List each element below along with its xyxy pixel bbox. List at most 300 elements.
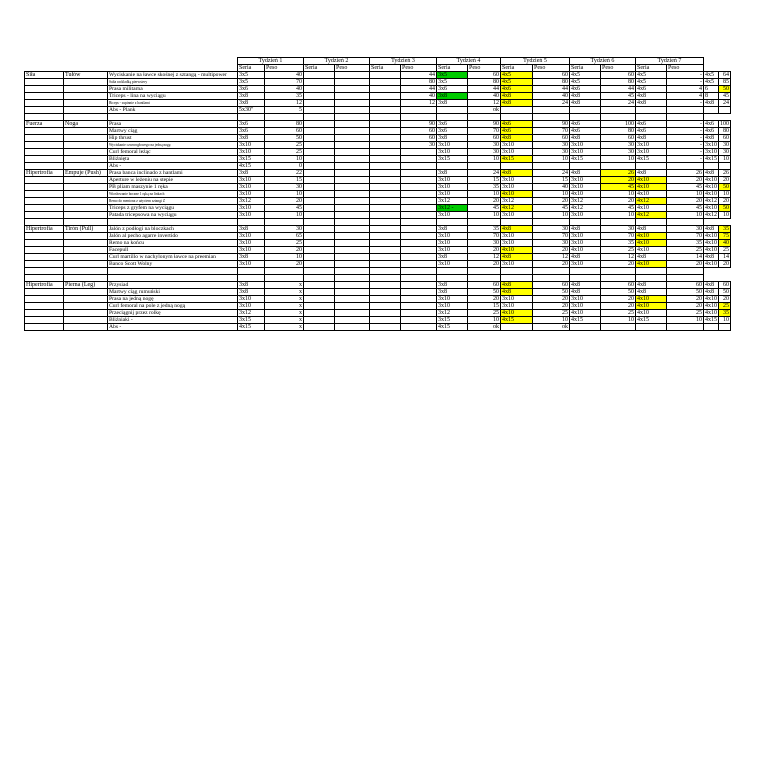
seria-cell[interactable]: 3x8 bbox=[238, 135, 265, 142]
seria-cell[interactable]: 4x6 bbox=[704, 128, 719, 135]
peso-cell[interactable]: 50 bbox=[265, 135, 304, 142]
peso-cell[interactable]: 30 bbox=[719, 142, 731, 149]
peso-cell[interactable]: 60 bbox=[265, 128, 304, 135]
empty-cell[interactable] bbox=[25, 114, 64, 121]
peso-cell[interactable]: 25 bbox=[265, 142, 304, 149]
peso-cell[interactable]: 10 bbox=[265, 212, 304, 219]
seria-cell[interactable]: 3x10 bbox=[501, 184, 533, 191]
seria-cell[interactable]: 3x10 bbox=[501, 212, 533, 219]
muscle-group-cell[interactable] bbox=[64, 310, 108, 317]
peso-cell[interactable]: 50 bbox=[667, 289, 704, 296]
peso-cell[interactable]: 80 bbox=[401, 79, 437, 86]
empty-cell[interactable] bbox=[437, 275, 468, 282]
peso-cell[interactable] bbox=[401, 198, 437, 205]
seria-cell[interactable]: 3x8 bbox=[238, 100, 265, 107]
seria-cell[interactable]: 4x10 bbox=[501, 310, 533, 317]
peso-cell[interactable]: 10 bbox=[667, 212, 704, 219]
seria-cell[interactable] bbox=[636, 324, 667, 331]
seria-cell[interactable]: 4x5 bbox=[501, 72, 533, 79]
empty-cell[interactable] bbox=[570, 219, 601, 226]
peso-cell[interactable]: 20 bbox=[719, 177, 731, 184]
seria-cell[interactable]: 4x10 bbox=[705, 184, 717, 190]
seria-cell[interactable]: 4x10 bbox=[636, 177, 667, 184]
empty-cell[interactable] bbox=[370, 275, 401, 282]
empty-cell[interactable] bbox=[533, 114, 570, 121]
peso-cell[interactable] bbox=[401, 191, 437, 198]
seria-cell[interactable]: 3x10 bbox=[437, 149, 468, 156]
seria-cell[interactable]: 3x10 bbox=[501, 233, 533, 240]
peso-cell[interactable]: ok bbox=[468, 107, 501, 114]
seria-cell[interactable] bbox=[636, 163, 667, 170]
peso-cell[interactable]: 50 bbox=[719, 289, 731, 296]
peso-cell[interactable]: 12 bbox=[265, 100, 304, 107]
peso-cell[interactable]: 24 bbox=[601, 100, 636, 107]
peso-cell[interactable] bbox=[401, 170, 437, 177]
seria-cell[interactable] bbox=[501, 163, 533, 170]
peso-cell[interactable]: 20 bbox=[667, 296, 704, 303]
peso-cell[interactable]: 50 bbox=[468, 289, 501, 296]
peso-cell[interactable]: 30 bbox=[401, 142, 437, 149]
peso-cell[interactable]: 40 bbox=[533, 184, 570, 191]
peso-cell[interactable] bbox=[401, 247, 437, 254]
seria-cell[interactable]: 3x12 bbox=[501, 198, 533, 205]
peso-cell[interactable] bbox=[719, 324, 731, 331]
seria-cell[interactable] bbox=[370, 289, 401, 296]
seria-cell[interactable]: 4x5 bbox=[636, 79, 667, 86]
seria-cell[interactable]: 4x8 bbox=[636, 170, 667, 177]
peso-cell[interactable] bbox=[335, 226, 370, 233]
seria-cell[interactable] bbox=[304, 121, 335, 128]
week-header[interactable]: Tydzień 7 bbox=[636, 58, 704, 65]
seria-cell[interactable] bbox=[304, 72, 335, 79]
seria-header[interactable]: Seria bbox=[238, 65, 265, 72]
seria-cell[interactable]: 4x10 bbox=[636, 184, 667, 191]
exercise-name-cell[interactable]: Patada tricepsowa na wyciągu bbox=[108, 212, 238, 219]
peso-header[interactable]: Peso bbox=[401, 65, 437, 72]
exercise-name-cell[interactable]: Jalón al pecho agarre invertido bbox=[108, 233, 238, 240]
seria-cell[interactable]: 4x8 bbox=[704, 135, 719, 142]
peso-cell[interactable]: 70 bbox=[601, 233, 636, 240]
category-cell[interactable] bbox=[25, 163, 64, 170]
category-cell[interactable]: Siła bbox=[25, 72, 64, 79]
seria-cell[interactable]: 8 bbox=[704, 93, 719, 100]
muscle-group-cell[interactable] bbox=[64, 191, 108, 198]
empty-cell[interactable] bbox=[370, 268, 401, 275]
seria-cell[interactable]: 3x10 bbox=[238, 177, 265, 184]
seria-cell[interactable] bbox=[304, 156, 335, 163]
peso-cell[interactable]: 26 bbox=[601, 170, 636, 177]
seria-cell[interactable]: 3x10 bbox=[437, 233, 468, 240]
peso-cell[interactable]: 60 bbox=[401, 128, 437, 135]
peso-cell[interactable]: 20 bbox=[468, 296, 501, 303]
seria-cell[interactable] bbox=[370, 317, 401, 324]
empty-cell[interactable] bbox=[238, 114, 265, 121]
seria-cell[interactable]: 3x8 bbox=[437, 93, 468, 100]
seria-cell[interactable]: 6 bbox=[704, 86, 719, 93]
peso-header[interactable]: Peso bbox=[667, 65, 704, 72]
peso-cell[interactable]: - bbox=[667, 128, 704, 135]
peso-cell[interactable]: 10 bbox=[533, 212, 570, 219]
seria-cell[interactable] bbox=[704, 107, 719, 114]
seria-cell[interactable]: 4x15 bbox=[437, 324, 468, 331]
peso-cell[interactable] bbox=[335, 128, 370, 135]
seria-cell[interactable]: 4x15 bbox=[636, 156, 667, 163]
seria-cell[interactable]: 3x10 bbox=[238, 149, 265, 156]
peso-cell[interactable]: 45 bbox=[533, 205, 570, 212]
peso-cell[interactable]: 20 bbox=[533, 303, 570, 310]
seria-cell[interactable]: 4x8 bbox=[636, 282, 667, 289]
seria-cell[interactable]: 3x15 bbox=[437, 156, 468, 163]
peso-cell[interactable]: 70 bbox=[468, 233, 501, 240]
peso-cell[interactable] bbox=[335, 107, 370, 114]
seria-header[interactable]: Seria bbox=[437, 65, 468, 72]
peso-cell[interactable]: 25 bbox=[601, 247, 636, 254]
peso-cell[interactable] bbox=[335, 142, 370, 149]
peso-cell[interactable] bbox=[335, 156, 370, 163]
peso-cell[interactable]: 24 bbox=[533, 100, 570, 107]
peso-cell[interactable]: 80 bbox=[468, 79, 501, 86]
seria-cell[interactable]: 3x10 bbox=[437, 240, 468, 247]
empty-cell[interactable] bbox=[265, 114, 304, 121]
empty-cell[interactable] bbox=[570, 275, 601, 282]
seria-cell[interactable] bbox=[370, 79, 401, 86]
peso-cell[interactable]: 60 bbox=[601, 282, 636, 289]
peso-cell[interactable]: 80 bbox=[265, 121, 304, 128]
seria-cell[interactable] bbox=[304, 254, 335, 261]
seria-cell[interactable]: 4x8 bbox=[704, 226, 719, 233]
exercise-name-cell[interactable]: Bliźnięta bbox=[108, 156, 238, 163]
seria-cell[interactable]: 3x10 bbox=[501, 296, 533, 303]
seria-cell[interactable]: 4x8 bbox=[636, 135, 667, 142]
seria-cell[interactable]: 4x8 bbox=[570, 170, 601, 177]
seria-cell[interactable]: 4x5 bbox=[570, 72, 601, 79]
peso-cell[interactable] bbox=[401, 310, 437, 317]
peso-cell[interactable]: 20 bbox=[265, 261, 304, 268]
seria-cell[interactable]: 3x10 bbox=[238, 261, 265, 268]
seria-cell[interactable]: 4x10 bbox=[570, 247, 601, 254]
peso-cell[interactable]: 25 bbox=[719, 247, 731, 254]
seria-cell[interactable] bbox=[304, 310, 335, 317]
peso-cell[interactable]: 90 bbox=[401, 121, 437, 128]
seria-cell[interactable]: 3x10 bbox=[570, 240, 601, 247]
peso-cell[interactable] bbox=[401, 324, 437, 331]
peso-cell[interactable]: 35 bbox=[468, 184, 501, 191]
peso-cell[interactable] bbox=[335, 177, 370, 184]
peso-cell[interactable]: 45 bbox=[265, 205, 304, 212]
seria-cell[interactable]: 4x10 bbox=[636, 296, 667, 303]
peso-cell[interactable]: 10 bbox=[601, 212, 636, 219]
peso-cell[interactable]: 60 bbox=[401, 135, 437, 142]
seria-cell[interactable]: 3x10 bbox=[570, 233, 601, 240]
category-cell[interactable]: Hipertrofia bbox=[25, 170, 64, 177]
seria-cell[interactable]: 4x10 bbox=[636, 233, 667, 240]
category-cell[interactable] bbox=[25, 289, 64, 296]
muscle-group-cell[interactable] bbox=[64, 79, 108, 86]
empty-cell[interactable] bbox=[238, 268, 265, 275]
peso-cell[interactable] bbox=[401, 233, 437, 240]
seria-cell[interactable] bbox=[304, 135, 335, 142]
peso-cell[interactable]: 10 bbox=[719, 156, 731, 163]
peso-cell[interactable] bbox=[401, 177, 437, 184]
peso-cell[interactable] bbox=[401, 107, 437, 114]
peso-cell[interactable]: 25 bbox=[533, 310, 570, 317]
seria-cell[interactable] bbox=[304, 184, 335, 191]
peso-cell[interactable]: 45 bbox=[667, 205, 704, 212]
empty-cell[interactable] bbox=[570, 268, 601, 275]
seria-cell[interactable]: 3x5 bbox=[437, 79, 468, 86]
seria-cell[interactable] bbox=[304, 205, 335, 212]
peso-cell[interactable]: 80 bbox=[601, 128, 636, 135]
peso-header[interactable]: Peso bbox=[533, 65, 570, 72]
seria-cell[interactable]: 3x10 bbox=[501, 142, 533, 149]
muscle-group-cell[interactable] bbox=[64, 212, 108, 219]
peso-cell[interactable] bbox=[335, 317, 370, 324]
seria-cell[interactable] bbox=[370, 184, 401, 191]
muscle-group-cell[interactable] bbox=[64, 142, 108, 149]
peso-header[interactable]: Peso bbox=[601, 65, 636, 72]
peso-cell[interactable]: 100 bbox=[601, 121, 636, 128]
peso-cell[interactable]: 65 bbox=[265, 233, 304, 240]
seria-cell[interactable]: 4x15 bbox=[636, 317, 667, 324]
peso-cell[interactable]: 20 bbox=[601, 303, 636, 310]
empty-cell[interactable] bbox=[468, 219, 501, 226]
empty-cell[interactable] bbox=[108, 275, 238, 282]
seria-cell[interactable] bbox=[370, 128, 401, 135]
seria-cell[interactable] bbox=[304, 317, 335, 324]
seria-cell[interactable]: 3x10 bbox=[238, 303, 265, 310]
seria-cell[interactable]: 3x10 bbox=[437, 184, 468, 191]
peso-cell[interactable]: 60 bbox=[533, 72, 570, 79]
peso-cell[interactable] bbox=[401, 212, 437, 219]
exercise-name-cell[interactable]: Przeciągnij przez rolkę bbox=[108, 310, 238, 317]
seria-cell[interactable] bbox=[370, 121, 401, 128]
empty-cell[interactable] bbox=[401, 219, 437, 226]
seria-cell[interactable]: 4x12 bbox=[705, 212, 717, 218]
seria-cell[interactable] bbox=[304, 93, 335, 100]
seria-cell[interactable] bbox=[370, 282, 401, 289]
peso-cell[interactable]: 10 bbox=[468, 156, 501, 163]
seria-cell[interactable]: 5x30" bbox=[238, 107, 265, 114]
seria-cell[interactable]: 3x10 bbox=[437, 142, 468, 149]
seria-cell[interactable]: 4x8 bbox=[704, 254, 719, 261]
empty-cell[interactable] bbox=[238, 275, 265, 282]
peso-cell[interactable]: 10 bbox=[667, 191, 704, 198]
peso-cell[interactable] bbox=[335, 254, 370, 261]
peso-cell[interactable]: 20 bbox=[719, 261, 731, 268]
seria-cell[interactable]: 4x8 bbox=[636, 100, 667, 107]
seria-cell[interactable] bbox=[370, 198, 401, 205]
peso-cell[interactable]: 10 bbox=[601, 191, 636, 198]
week-header[interactable]: Tydzień 6 bbox=[570, 58, 636, 65]
seria-cell[interactable] bbox=[370, 135, 401, 142]
empty-cell[interactable] bbox=[601, 114, 636, 121]
peso-cell[interactable]: 44 bbox=[468, 86, 501, 93]
seria-cell[interactable] bbox=[370, 93, 401, 100]
seria-cell[interactable]: 4x10 bbox=[705, 205, 717, 211]
peso-cell[interactable]: 60 bbox=[719, 282, 731, 289]
peso-cell[interactable]: 70 bbox=[265, 79, 304, 86]
exercise-name-cell[interactable]: Wiosłowanie boczne 1 ręką na linkach bbox=[108, 191, 238, 198]
peso-cell[interactable]: 50 bbox=[533, 289, 570, 296]
seria-cell[interactable]: 3x15 bbox=[238, 317, 265, 324]
seria-cell[interactable]: 3x8 bbox=[437, 170, 468, 177]
seria-cell[interactable]: 4x10 bbox=[636, 191, 667, 198]
exercise-name-cell[interactable]: Jalón z podłogi na bloczkach bbox=[108, 226, 238, 233]
category-cell[interactable] bbox=[25, 107, 64, 114]
peso-cell[interactable]: 5 bbox=[265, 107, 304, 114]
seria-cell[interactable] bbox=[304, 233, 335, 240]
peso-cell[interactable] bbox=[335, 296, 370, 303]
peso-cell[interactable]: 20 bbox=[468, 261, 501, 268]
seria-cell[interactable] bbox=[304, 107, 335, 114]
seria-cell[interactable] bbox=[370, 163, 401, 170]
seria-cell[interactable]: 3x8 bbox=[238, 93, 265, 100]
empty-cell[interactable] bbox=[335, 275, 370, 282]
empty-cell[interactable] bbox=[601, 219, 636, 226]
peso-cell[interactable]: x bbox=[265, 310, 304, 317]
seria-cell[interactable] bbox=[304, 86, 335, 93]
seria-cell[interactable]: 4x8 bbox=[570, 93, 601, 100]
muscle-group-cell[interactable] bbox=[64, 149, 108, 156]
empty-cell[interactable] bbox=[25, 219, 64, 226]
seria-cell[interactable] bbox=[370, 254, 401, 261]
peso-cell[interactable]: 44 bbox=[601, 86, 636, 93]
empty-cell[interactable] bbox=[501, 219, 533, 226]
seria-cell[interactable]: 4x10 bbox=[705, 240, 717, 246]
seria-cell[interactable]: 3x10 bbox=[238, 212, 265, 219]
peso-cell[interactable]: 20 bbox=[533, 296, 570, 303]
empty-cell[interactable] bbox=[238, 219, 265, 226]
peso-cell[interactable]: 20 bbox=[533, 261, 570, 268]
peso-cell[interactable]: 25 bbox=[468, 310, 501, 317]
category-cell[interactable]: Hipertrofia bbox=[25, 282, 64, 289]
peso-cell[interactable] bbox=[335, 191, 370, 198]
exercise-name-cell[interactable]: Hip thrust bbox=[108, 135, 238, 142]
seria-cell[interactable] bbox=[370, 100, 401, 107]
seria-cell[interactable]: 4x10 bbox=[636, 303, 667, 310]
peso-cell[interactable]: 70 bbox=[533, 128, 570, 135]
peso-cell[interactable]: 15 bbox=[468, 177, 501, 184]
peso-cell[interactable]: 20 bbox=[601, 296, 636, 303]
exercise-name-cell[interactable]: Abs - bbox=[108, 163, 238, 170]
seria-cell[interactable] bbox=[370, 247, 401, 254]
empty-cell[interactable] bbox=[468, 114, 501, 121]
seria-cell[interactable] bbox=[370, 156, 401, 163]
peso-cell[interactable]: 15 bbox=[265, 177, 304, 184]
peso-cell[interactable]: 70 bbox=[468, 128, 501, 135]
peso-cell[interactable] bbox=[401, 261, 437, 268]
peso-cell[interactable]: 44 bbox=[401, 86, 437, 93]
peso-cell[interactable]: x bbox=[265, 303, 304, 310]
category-cell[interactable] bbox=[25, 324, 64, 331]
exercise-name-cell[interactable]: Martwy ciąg bbox=[108, 128, 238, 135]
seria-cell[interactable]: 4x6 bbox=[501, 128, 533, 135]
peso-cell[interactable]: 10 bbox=[719, 212, 731, 219]
peso-cell[interactable]: 12 bbox=[601, 254, 636, 261]
peso-cell[interactable] bbox=[401, 240, 437, 247]
seria-cell[interactable]: 3x15 bbox=[437, 317, 468, 324]
category-cell[interactable] bbox=[25, 79, 64, 86]
peso-cell[interactable] bbox=[719, 107, 731, 114]
peso-cell[interactable]: 45 bbox=[468, 205, 501, 212]
muscle-group-cell[interactable] bbox=[64, 135, 108, 142]
peso-cell[interactable] bbox=[468, 163, 501, 170]
category-cell[interactable] bbox=[25, 93, 64, 100]
empty-cell[interactable] bbox=[25, 268, 64, 275]
seria-cell[interactable] bbox=[304, 303, 335, 310]
exercise-name-cell[interactable]: Prasa na jedną nogę bbox=[108, 296, 238, 303]
seria-cell[interactable] bbox=[370, 191, 401, 198]
seria-cell[interactable] bbox=[304, 177, 335, 184]
exercise-name-cell[interactable]: Triceps z gryfem na wyciągu bbox=[108, 205, 238, 212]
peso-cell[interactable]: x bbox=[265, 324, 304, 331]
empty-cell[interactable] bbox=[601, 268, 636, 275]
empty-cell[interactable] bbox=[64, 114, 108, 121]
peso-cell[interactable]: 20 bbox=[468, 247, 501, 254]
seria-cell[interactable]: 4x15 bbox=[705, 156, 717, 162]
seria-cell[interactable] bbox=[304, 163, 335, 170]
seria-cell[interactable]: 3x8 bbox=[238, 254, 265, 261]
exercise-name-cell[interactable]: Curl femoral na pole z jedną nogą bbox=[108, 303, 238, 310]
peso-cell[interactable]: 25 bbox=[265, 149, 304, 156]
seria-cell[interactable]: 4x10 bbox=[705, 296, 717, 302]
seria-cell[interactable]: 4x8 bbox=[636, 226, 667, 233]
peso-cell[interactable]: 10 bbox=[719, 191, 731, 198]
peso-cell[interactable]: 80 bbox=[719, 128, 731, 135]
seria-cell[interactable]: 3x8 bbox=[437, 100, 468, 107]
seria-cell[interactable] bbox=[370, 233, 401, 240]
category-cell[interactable] bbox=[25, 198, 64, 205]
seria-cell[interactable]: 4x10 bbox=[501, 191, 533, 198]
seria-cell[interactable] bbox=[370, 212, 401, 219]
peso-cell[interactable] bbox=[335, 205, 370, 212]
seria-cell[interactable]: 3x10 bbox=[570, 142, 601, 149]
seria-cell[interactable]: 3x6 bbox=[437, 128, 468, 135]
peso-cell[interactable]: 20 bbox=[601, 198, 636, 205]
seria-cell[interactable]: 3x12 - bbox=[437, 205, 468, 212]
exercise-name-cell[interactable]: Remo do mentona z użyciem sztangi Z bbox=[108, 198, 238, 205]
seria-cell[interactable] bbox=[304, 142, 335, 149]
peso-cell[interactable]: 15 bbox=[468, 303, 501, 310]
peso-cell[interactable] bbox=[667, 163, 704, 170]
empty-cell[interactable] bbox=[265, 219, 304, 226]
seria-cell[interactable] bbox=[370, 149, 401, 156]
seria-cell[interactable]: 3x10 bbox=[501, 261, 533, 268]
peso-cell[interactable]: - bbox=[667, 142, 704, 149]
peso-cell[interactable] bbox=[601, 163, 636, 170]
seria-cell[interactable]: 3x10 bbox=[437, 191, 468, 198]
empty-cell[interactable] bbox=[468, 275, 501, 282]
peso-cell[interactable]: 30 bbox=[533, 240, 570, 247]
seria-cell[interactable]: 4x6 bbox=[570, 121, 601, 128]
empty-cell[interactable] bbox=[401, 275, 437, 282]
peso-cell[interactable]: 10 bbox=[265, 156, 304, 163]
muscle-group-cell[interactable] bbox=[64, 184, 108, 191]
peso-cell[interactable]: 10 bbox=[533, 317, 570, 324]
seria-cell[interactable] bbox=[304, 212, 335, 219]
peso-cell[interactable]: 35 bbox=[719, 226, 731, 233]
peso-cell[interactable]: - bbox=[667, 156, 704, 163]
seria-cell[interactable]: 3x10 bbox=[570, 184, 601, 191]
seria-cell[interactable]: 4x8 bbox=[501, 289, 533, 296]
peso-cell[interactable]: x bbox=[265, 317, 304, 324]
peso-cell[interactable]: 30 bbox=[601, 142, 636, 149]
peso-cell[interactable] bbox=[335, 324, 370, 331]
seria-cell[interactable] bbox=[370, 72, 401, 79]
category-cell[interactable] bbox=[25, 191, 64, 198]
category-cell[interactable] bbox=[25, 254, 64, 261]
seria-cell[interactable] bbox=[304, 191, 335, 198]
